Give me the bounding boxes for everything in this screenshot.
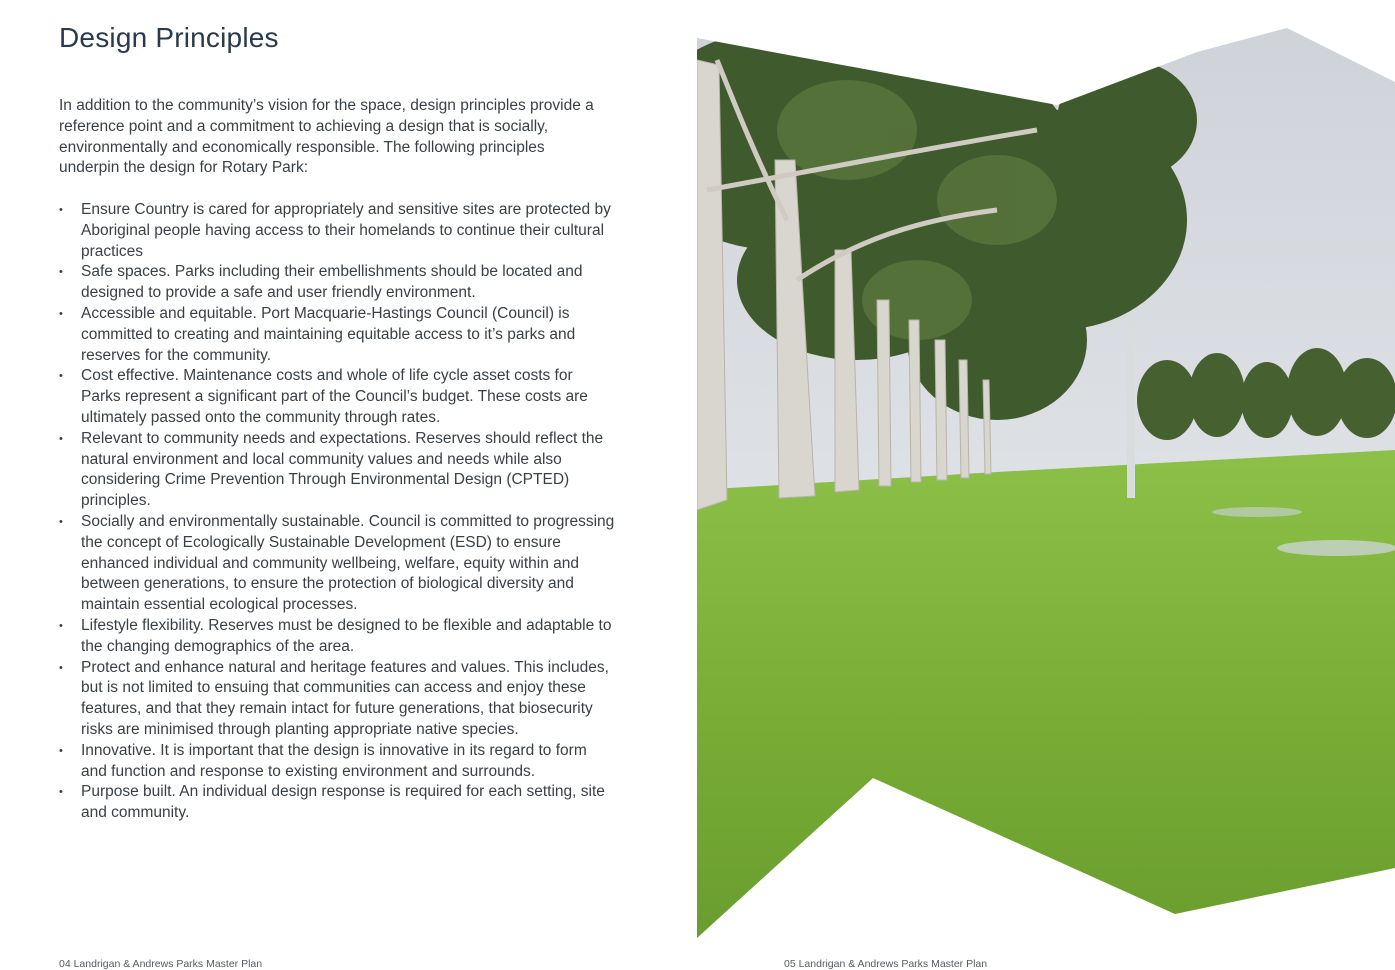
- photo-content: [697, 20, 1395, 940]
- bullet-icon: •: [59, 432, 63, 445]
- list-item-text: Socially and environmentally sustainable. Council is committed to progressing the concept of Ecologically Sustainable Development (ESD) to ensure enhanced individual and community wellbeing, welfare, equity within and between generations, to ensure the protection of biological diversity and maintain essential ecological processes.: [81, 512, 615, 614]
- grass-field: [697, 450, 1395, 940]
- page-title: Design Principles: [59, 22, 279, 53]
- bullet-icon: •: [59, 204, 63, 216]
- bullet-icon: •: [59, 661, 63, 674]
- park-photo: [697, 20, 1395, 940]
- list-item: [59, 512, 615, 616]
- list-item: [59, 429, 615, 512]
- list-item-text: Cost effective. Maintenance costs and whole of life cycle asset costs for Parks represent a significant part of the Council’s budget. These costs are ultimately passed onto the community through rates.: [81, 367, 588, 426]
- bullet-icon: •: [59, 744, 63, 757]
- list-item: [59, 658, 615, 741]
- list-item-text: Purpose built. An individual design response is required for each setting, site and community.: [81, 783, 605, 822]
- puddle: [1277, 540, 1395, 556]
- list-item-text: Protect and enhance natural and heritage features and values. This includes, but is not limited to ensuing that communities can access and enjoy these features, and that they remain intact for future generations, that biosecurity risks are minimised through planting appropriate native species.: [81, 658, 609, 738]
- bullet-icon: •: [59, 619, 63, 632]
- bullet-icon: •: [59, 266, 63, 279]
- list-item-text: Safe spaces. Parks including their embellishments should be located and designed to provide a safe and user friendly environment.: [81, 263, 583, 302]
- bullet-icon: •: [59, 515, 63, 528]
- list-item-text: Lifestyle flexibility. Reserves must be designed to be flexible and adaptable to the changing demographics of the area.: [81, 616, 612, 655]
- footer-page-label-right: 05 Landrigan & Andrews Parks Master Plan: [784, 958, 988, 970]
- principles-list: [59, 200, 615, 824]
- footer-page-label-left: 04 Landrigan & Andrews Parks Master Plan: [59, 958, 263, 970]
- list-item-text: Accessible and equitable. Port Macquarie-Hastings Council (Council) is committed to creating and maintaining equitable access to it’s parks and reserves for the community.: [81, 304, 576, 364]
- list-item: [59, 262, 615, 304]
- list-item: [59, 200, 615, 262]
- bullet-icon: •: [59, 786, 63, 799]
- list-item: [59, 782, 615, 824]
- list-item-text: Innovative. It is important that the design is innovative in its regard to form and function and response to existing environment and surrounds.: [81, 741, 587, 780]
- list-item-text: Ensure Country is cared for appropriately and sensitive sites are protected by Aboriginal people having access to their homelands to continue their cultural practices: [81, 201, 611, 260]
- list-item: [59, 616, 615, 658]
- bullet-icon: •: [59, 370, 63, 383]
- list-item: [59, 366, 615, 428]
- list-item: [59, 304, 615, 366]
- puddle: [1212, 507, 1302, 517]
- intro-paragraph: In addition to the community’s vision for the space, design principles provide a reference point and a commitment to achieving a design that is socially, environmentally and economically responsible. The following principles underpin the design for Rotary Park:: [59, 97, 594, 177]
- list-item: [59, 741, 615, 783]
- list-item-text: Relevant to community needs and expectations. Reserves should reflect the natural environment and local community values and needs while also considering Crime Prevention Through Environmental Design (CPTED) principles.: [81, 429, 604, 510]
- bullet-icon: •: [59, 307, 63, 320]
